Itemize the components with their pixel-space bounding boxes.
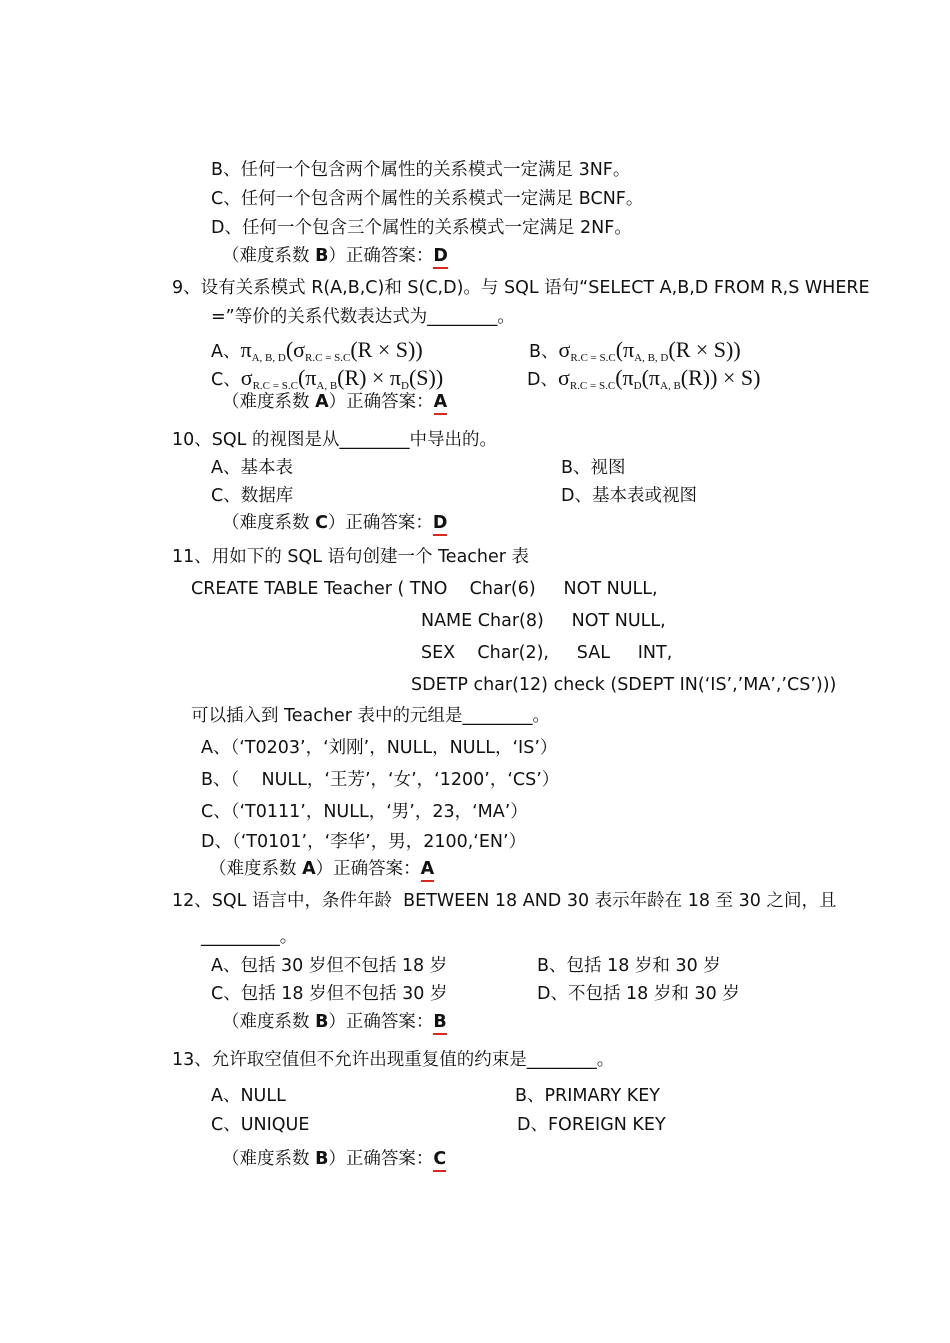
q12-difficulty-line: （难度系数 B）正确答案：B bbox=[222, 1014, 447, 1032]
q12-option-c: C、包括 18 岁但不包括 30 岁 bbox=[211, 984, 448, 1004]
q11-answer: A bbox=[421, 859, 435, 882]
q11-code-line3: SEX Char(2), SAL INT, bbox=[421, 643, 673, 663]
q10-option-b: B、视图 bbox=[561, 458, 626, 478]
q9-formula-c: $\sigma_{R.C = S.C}(\pi_{A, B}(R) \times \pi_D(S))$ bbox=[240, 365, 444, 392]
q12-option-a: A、包括 30 岁但不包括 18 岁 bbox=[211, 956, 448, 976]
q13-option-a: A、NULL bbox=[211, 1086, 286, 1106]
q11-option-a: A、（‘T0203’，‘刘刚’，NULL，NULL，‘IS’） bbox=[201, 738, 558, 758]
q12-stem-line2: _________。 bbox=[201, 927, 298, 947]
q9-option-c: C、$\sigma_{R.C = S.C}(\pi_{A, B}(R) \times \pi_D(S))$ bbox=[211, 365, 444, 392]
q13-difficulty-line: （难度系数 B）正确答案：C bbox=[222, 1151, 446, 1169]
q11-code-line4: SDETP char(12) check (SDEPT IN(‘IS’,’MA’,’CS’))) bbox=[411, 675, 837, 695]
q9-formula-d: $\sigma_{R.C = S.C}(\pi_D(\pi_{A, B}(R)) \times S)$ bbox=[557, 365, 761, 392]
q9-difficulty: A bbox=[315, 392, 329, 412]
q11-stem: 11、用如下的 SQL 语句创建一个 Teacher 表 bbox=[172, 547, 530, 567]
q11-stem2: 可以插入到 Teacher 表中的元组是________。 bbox=[191, 706, 551, 726]
q10-option-c: C、数据库 bbox=[211, 486, 294, 506]
q10-answer: D bbox=[433, 513, 448, 536]
q9-option-d: D、$\sigma_{R.C = S.C}(\pi_D(\pi_{A, B}(R)) \times S)$ bbox=[527, 365, 761, 392]
q8-difficulty-line: （难度系数 B）正确答案：D bbox=[222, 248, 448, 266]
q8-option-b: B、任何一个包含两个属性的关系模式一定满足 3NF。 bbox=[211, 160, 631, 180]
q11-option-b: B、（ NULL，‘王芳’，‘女’，‘1200’，‘CS’） bbox=[201, 770, 560, 790]
q10-option-a: A、基本表 bbox=[211, 458, 293, 478]
q11-option-d: D、（‘T0101’，‘李华’，男，2100,‘EN’） bbox=[201, 832, 527, 852]
q13-answer: C bbox=[433, 1149, 446, 1172]
q8-option-d: D、任何一个包含三个属性的关系模式一定满足 2NF。 bbox=[211, 218, 632, 238]
q9-option-b: B、$\sigma_{R.C = S.C}(\pi_{A, B, D}(R \times S))$ bbox=[529, 337, 741, 364]
q9-stem-line2: =”等价的关系代数表达式为________。 bbox=[211, 307, 515, 327]
q12-answer: B bbox=[433, 1012, 446, 1035]
q12-stem-line1: 12、SQL 语言中，条件年龄 BETWEEN 18 AND 30 表示年龄在 18 至 30 之间，且 bbox=[172, 891, 837, 911]
q13-stem: 13、允许取空值但不允许出现重复值的约束是________。 bbox=[172, 1050, 615, 1070]
q10-difficulty: C bbox=[315, 513, 328, 533]
q10-option-d: D、基本表或视图 bbox=[561, 486, 697, 506]
q12-option-b: B、包括 18 岁和 30 岁 bbox=[537, 956, 721, 976]
q9-stem-line1: 9、设有关系模式 R(A,B,C)和 S(C,D)。与 SQL 语句“SELECT A,B,D FROM R,S WHERE bbox=[172, 278, 870, 298]
q11-difficulty: A bbox=[302, 859, 316, 879]
q11-code-line2: NAME Char(8) NOT NULL, bbox=[421, 611, 666, 631]
q10-stem: 10、SQL 的视图是从________中导出的。 bbox=[172, 430, 497, 450]
q13-option-b: B、PRIMARY KEY bbox=[515, 1086, 660, 1106]
q11-difficulty-line: （难度系数 A）正确答案：A bbox=[209, 861, 434, 879]
q8-answer: D bbox=[433, 246, 448, 269]
q11-code-line1: CREATE TABLE Teacher ( TNO Char(6) NOT NULL, bbox=[191, 579, 658, 599]
q9-option-a: A、$\pi_{A, B, D}(\sigma_{R.C = S.C}(R \times S))$ bbox=[211, 337, 423, 364]
q13-option-d: D、FOREIGN KEY bbox=[517, 1115, 666, 1135]
q11-option-c: C、（‘T0111’，NULL，‘男’，23，‘MA’） bbox=[201, 802, 528, 822]
q12-difficulty: B bbox=[315, 1012, 329, 1032]
q8-option-c: C、任何一个包含两个属性的关系模式一定满足 BCNF。 bbox=[211, 189, 644, 209]
q13-difficulty: B bbox=[315, 1149, 329, 1169]
q13-option-c: C、UNIQUE bbox=[211, 1115, 310, 1135]
q9-formula-b: $\sigma_{R.C = S.C}(\pi_{A, B, D}(R \times S))$ bbox=[558, 337, 741, 364]
q9-formula-a: $\pi_{A, B, D}(\sigma_{R.C = S.C}(R \times S))$ bbox=[240, 337, 423, 364]
q8-difficulty: B bbox=[315, 246, 329, 266]
q10-difficulty-line: （难度系数 C）正确答案：D bbox=[222, 515, 447, 533]
q12-option-d: D、不包括 18 岁和 30 岁 bbox=[537, 984, 740, 1004]
q9-difficulty-line: （难度系数 A）正确答案：A bbox=[222, 394, 447, 412]
q9-answer: A bbox=[434, 392, 448, 415]
